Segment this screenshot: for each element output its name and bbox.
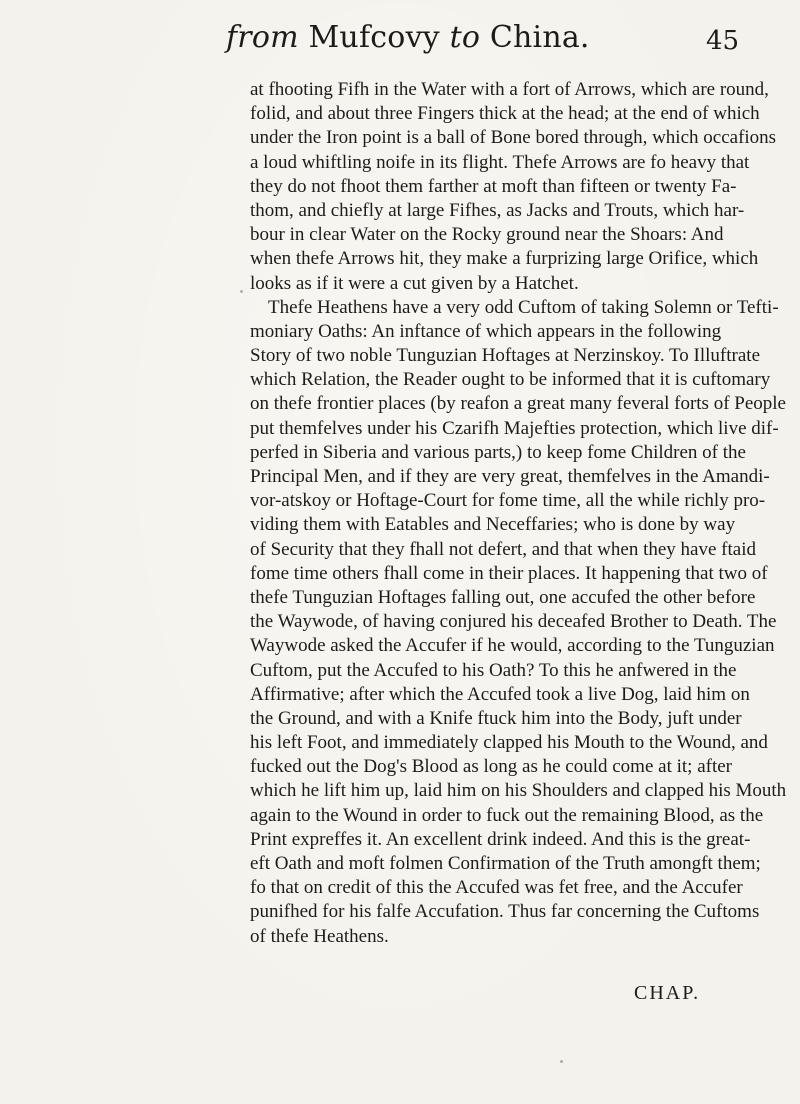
text-line: put themfelves under his Czarifh Majefties protection, which live dif- — [250, 417, 779, 439]
running-head-place-2: China. — [489, 20, 590, 55]
text-line: under the Iron point is a ball of Bone bored through, which occafions — [250, 127, 777, 149]
body-text — [250, 78, 787, 949]
text-line: vor-atskoy or Hoftage-Court for fome time, all the while richly pro- — [250, 490, 766, 512]
running-head — [226, 20, 590, 55]
text-line: a loud whiftling noife in its flight. Thefe Arrows are fo heavy that — [250, 151, 750, 173]
running-head-place-1: Mufcovy — [308, 20, 440, 55]
text-line: moniary Oaths: An inftance of which appears in the following — [250, 320, 722, 342]
text-line: on thefe frontier places (by reafon a great many feveral forts of People — [250, 393, 786, 415]
paper-speck — [693, 820, 696, 823]
text-line: which he lift him up, laid him on his Shoulders and clapped his Mouth — [250, 780, 787, 802]
text-line: which Relation, the Reader ought to be informed that it is cuftomary — [250, 369, 771, 391]
running-head-from: from — [226, 20, 299, 55]
text-line: his left Foot, and immediately clapped his Mouth to the Wound, and — [250, 732, 768, 754]
text-line: fome time others fhall come in their places. It happening that two of — [250, 562, 768, 584]
text-line: folid, and about three Fingers thick at the head; at the end of which — [250, 103, 760, 125]
text-line: punifhed for his falfe Accufation. Thus far concerning the Cuftoms — [250, 901, 760, 923]
text-line: Thefe Heathens have a very odd Cuftom of taking Solemn or Tefti- — [268, 296, 779, 318]
text-line: Print expreffes it. An excellent drink indeed. And this is the great- — [250, 828, 751, 850]
text-line: the Ground, and with a Knife ftuck him into the Body, juft under — [250, 707, 742, 729]
text-line: the Waywode, of having conjured his deceafed Brother to Death. The — [250, 611, 777, 633]
text-line: Principal Men, and if they are very great, themfelves in the Amandi- — [250, 466, 770, 487]
text-line: bour in clear Water on the Rocky ground near the Shoars: And — [250, 224, 724, 246]
text-line: when thefe Arrows hit, they make a furprizing large Orifice, which — [250, 248, 759, 270]
text-line: of Security that they fhall not defert, and that when they have ftaid — [250, 538, 756, 560]
paper-speck — [560, 1060, 563, 1063]
text-line: they do not fhoot them farther at moft than fifteen or twenty Fa- — [250, 175, 737, 197]
text-line: again to the Wound in order to fuck out the remaining Blood, as the — [250, 804, 764, 826]
text-line: fucked out the Dog's Blood as long as he could come at it; after — [250, 756, 732, 778]
text-line: of thefe Heathens. — [250, 925, 389, 947]
text-line: Waywode asked the Accufer if he would, according to the Tunguzian — [250, 635, 775, 657]
text-line: thefe Tunguzian Hoftages falling out, one accufed the other before — [250, 586, 756, 608]
text-line: Cuftom, put the Accufed to his Oath? To this he anfwered in the — [250, 659, 737, 681]
text-line: fo that on credit of this the Accufed was fet free, and the Accufer — [250, 877, 743, 899]
text-line: thom, and chiefly at large Fifhes, as Jacks and Trouts, which har- — [250, 199, 745, 221]
text-line: Affirmative; after which the Accufed took a live Dog, laid him on — [250, 683, 750, 705]
page-header — [0, 14, 800, 74]
text-line: at fhooting Fifh in the Water with a fort of Arrows, which are round, — [250, 79, 769, 100]
running-head-to: to — [449, 20, 481, 55]
text-line: viding them with Eatables and Neceffaries; who is done by way — [250, 514, 736, 536]
text-line: Story of two noble Tunguzian Hoftages at Nerzinskoy. To Illuftrate — [250, 345, 761, 367]
text-line: looks as if it were a cut given by a Hatchet. — [250, 272, 579, 294]
text-line: eft Oath and moft folmen Confirmation of the Truth amongft them; — [250, 853, 761, 874]
text-line: perfed in Siberia and various parts,) to keep fome Children of the — [250, 441, 746, 463]
catchword: CHAP. — [634, 982, 701, 1004]
paper-speck — [612, 160, 615, 163]
page-number: 45 — [706, 26, 740, 56]
paper-speck — [240, 290, 243, 293]
